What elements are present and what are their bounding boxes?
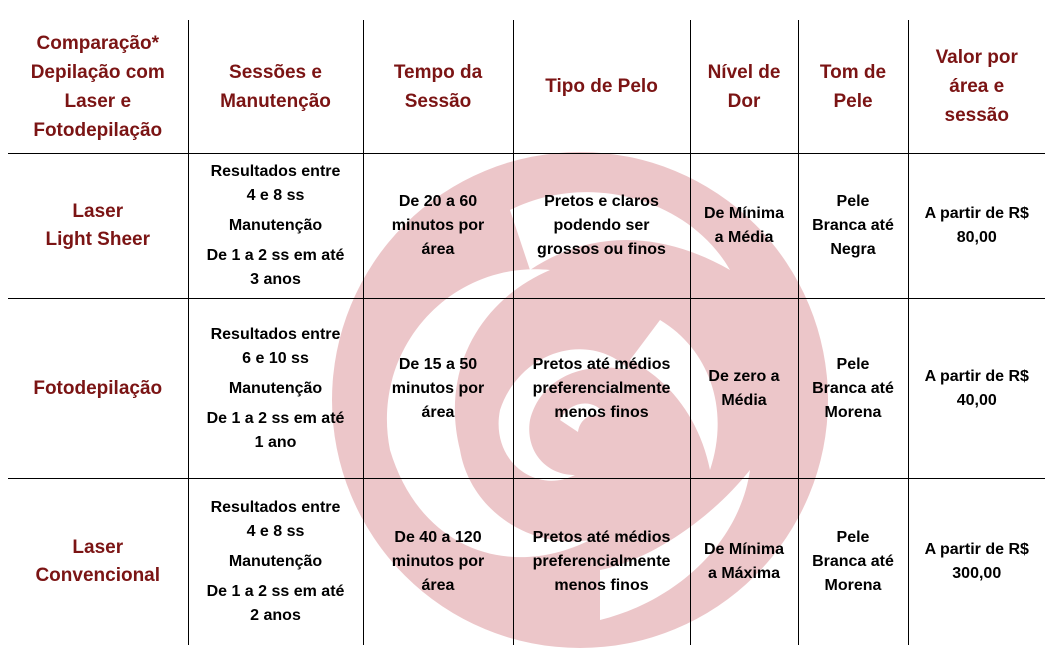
cell-text: a Máxima bbox=[707, 565, 781, 582]
header-text: Comparação* bbox=[36, 32, 159, 54]
cell-text: Manutenção bbox=[228, 553, 323, 570]
header-valor bbox=[908, 20, 1045, 154]
cell-text: Resultados entre bbox=[210, 499, 341, 516]
table-row bbox=[8, 299, 1045, 479]
cell-sessoes bbox=[188, 479, 363, 646]
cell-text: preferencialmente bbox=[532, 553, 671, 570]
cell-tipo-pelo bbox=[513, 479, 690, 646]
cell-text: Resultados entre bbox=[210, 325, 341, 343]
row-label-text: Laser bbox=[72, 201, 124, 222]
header-text: Tipo de Pelo bbox=[545, 76, 658, 97]
cell-text: Manutenção bbox=[228, 217, 323, 234]
cell-text: grossos ou finos bbox=[537, 241, 666, 258]
cell-valor bbox=[908, 154, 1045, 299]
header-text: Valor por bbox=[935, 47, 1018, 68]
cell-text: preferencialmente bbox=[532, 379, 671, 397]
header-row bbox=[8, 20, 1045, 154]
cell-tom-pele bbox=[798, 154, 908, 299]
header-text: Nível de bbox=[707, 61, 781, 83]
cell-tom-pele bbox=[798, 299, 908, 479]
cell-text: Negra bbox=[830, 241, 876, 258]
cell-text: minutos por bbox=[391, 379, 485, 397]
cell-valor bbox=[908, 299, 1045, 479]
cell-text: 4 e 8 ss bbox=[246, 187, 305, 204]
cell-tempo bbox=[363, 479, 513, 646]
cell-text: Pele bbox=[836, 193, 870, 210]
cell-nivel-dor bbox=[690, 479, 798, 646]
cell-text: De 40 a 120 bbox=[394, 529, 482, 546]
header-text: área e bbox=[949, 76, 1005, 97]
cell-text: menos finos bbox=[554, 403, 649, 421]
cell-text: Pretos até médios bbox=[532, 355, 671, 373]
cell-text: Branca até bbox=[812, 217, 894, 234]
row-label-text: Laser bbox=[72, 537, 124, 558]
cell-text: De 20 a 60 bbox=[398, 193, 478, 210]
header-comparacao bbox=[8, 20, 188, 154]
row-label-text: Convencional bbox=[35, 565, 161, 586]
cell-text: De zero a bbox=[708, 367, 780, 385]
row-label-text: Fotodepilação bbox=[33, 377, 163, 399]
header-nivel-dor bbox=[690, 20, 798, 154]
cell-text: De Mínima bbox=[703, 205, 784, 222]
cell-text: 80,00 bbox=[956, 229, 997, 246]
comparison-table bbox=[8, 20, 1045, 645]
cell-valor bbox=[908, 479, 1045, 646]
cell-text: A partir de R$ bbox=[924, 205, 1029, 222]
cell-text: Pretos e claros bbox=[544, 193, 659, 210]
cell-text: 1 ano bbox=[254, 433, 297, 451]
cell-nivel-dor bbox=[690, 299, 798, 479]
cell-text: Branca até bbox=[812, 379, 894, 397]
cell-text: De Mínima bbox=[703, 541, 784, 558]
cell-text: De 1 a 2 ss em até bbox=[206, 583, 345, 600]
cell-text: De 15 a 50 bbox=[398, 355, 478, 373]
cell-text: Pele bbox=[836, 355, 870, 373]
cell-text: Pretos até médios bbox=[532, 529, 671, 546]
cell-text: Pele bbox=[836, 529, 870, 546]
header-text: Dor bbox=[727, 90, 761, 112]
header-text: Laser e bbox=[64, 90, 132, 112]
table-row bbox=[8, 154, 1045, 299]
cell-text: A partir de R$ bbox=[924, 541, 1029, 558]
header-text: Sessão bbox=[404, 90, 472, 112]
cell-text: 4 e 8 ss bbox=[246, 523, 305, 540]
header-text: Fotodepilação bbox=[33, 119, 163, 141]
cell-text: 40,00 bbox=[956, 391, 997, 409]
cell-text: Resultados entre bbox=[210, 163, 341, 180]
cell-nivel-dor bbox=[690, 154, 798, 299]
cell-text: Morena bbox=[824, 403, 882, 421]
row-label-laser-convencional bbox=[8, 479, 188, 646]
header-text: Tom de bbox=[819, 61, 887, 83]
cell-text: área bbox=[421, 403, 455, 421]
cell-text: Morena bbox=[824, 577, 882, 594]
row-label-text: Light Sheer bbox=[45, 229, 150, 250]
cell-text: minutos por bbox=[391, 217, 485, 234]
cell-sessoes bbox=[188, 299, 363, 479]
header-text: Pele bbox=[833, 90, 873, 112]
cell-tempo bbox=[363, 299, 513, 479]
cell-tipo-pelo bbox=[513, 299, 690, 479]
header-tipo-pelo bbox=[513, 20, 690, 154]
cell-sessoes bbox=[188, 154, 363, 299]
cell-text: A partir de R$ bbox=[924, 367, 1029, 385]
cell-text: podendo ser bbox=[553, 217, 650, 234]
header-text: Manutenção bbox=[220, 90, 331, 112]
cell-text: 2 anos bbox=[250, 607, 301, 624]
cell-text: Branca até bbox=[812, 553, 894, 570]
cell-text: minutos por bbox=[391, 553, 485, 570]
header-sessoes bbox=[188, 20, 363, 154]
cell-text: Manutenção bbox=[228, 379, 323, 397]
cell-text: 6 e 10 ss bbox=[242, 349, 309, 367]
cell-text: a Média bbox=[714, 229, 774, 246]
cell-text: De 1 a 2 ss em até bbox=[206, 247, 345, 264]
cell-tipo-pelo bbox=[513, 154, 690, 299]
cell-tom-pele bbox=[798, 479, 908, 646]
cell-text: menos finos bbox=[554, 577, 649, 594]
row-label-laser-light-sheer bbox=[8, 154, 188, 299]
table-row bbox=[8, 479, 1045, 646]
cell-text: área bbox=[421, 241, 455, 258]
cell-text: De 1 a 2 ss em até bbox=[206, 409, 345, 427]
cell-text: Média bbox=[721, 391, 767, 409]
header-text: sessão bbox=[944, 105, 1009, 126]
header-text: Tempo da bbox=[393, 61, 483, 83]
header-text: Sessões e bbox=[229, 61, 322, 83]
header-text: Depilação com bbox=[30, 61, 165, 83]
cell-text: 3 anos bbox=[250, 271, 301, 288]
row-label-fotodepilacao bbox=[8, 299, 188, 479]
header-tempo bbox=[363, 20, 513, 154]
cell-text: 300,00 bbox=[952, 565, 1002, 582]
cell-tempo bbox=[363, 154, 513, 299]
cell-text: área bbox=[421, 577, 455, 594]
header-tom-pele bbox=[798, 20, 908, 154]
